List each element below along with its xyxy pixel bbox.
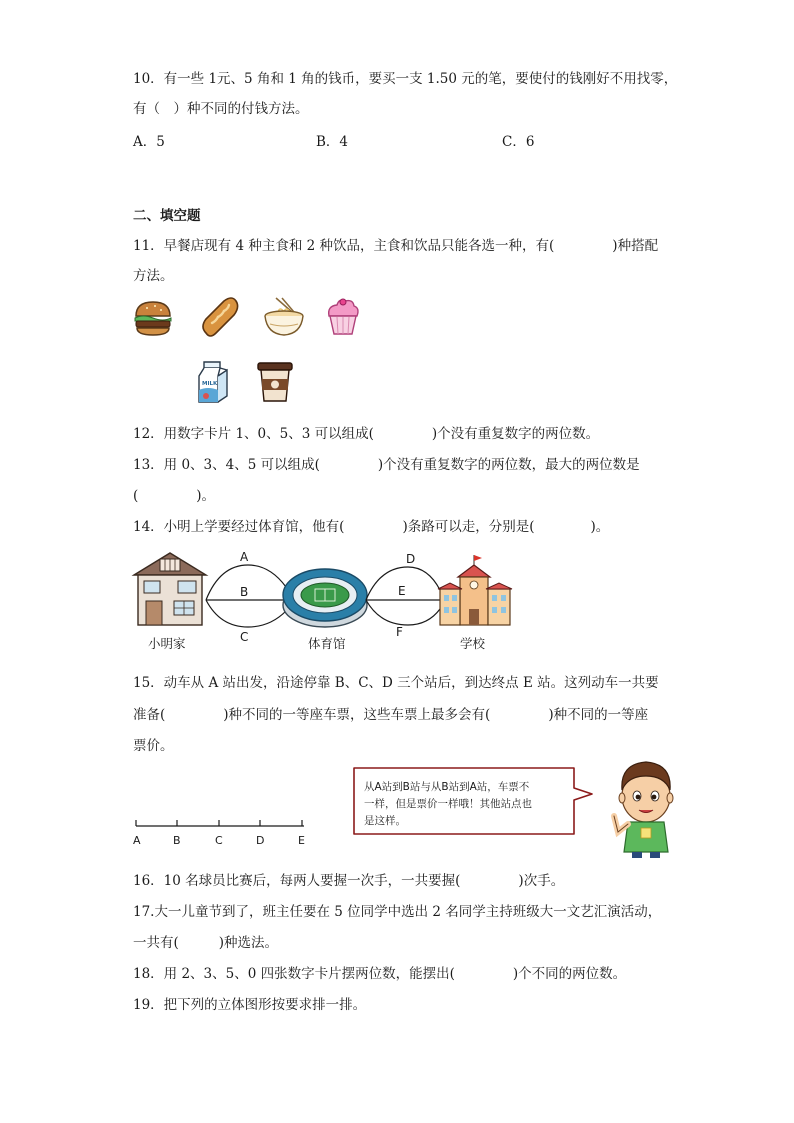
place-label-home: 小明家 — [148, 636, 186, 651]
q12-line — [133, 422, 599, 442]
q12-text-a: 12．用数字卡片 1、0、5、3 可以组成( — [133, 426, 374, 442]
speech-bubble — [350, 764, 600, 838]
q10-option-c: C．6 — [502, 134, 535, 150]
stadium-icon — [283, 569, 367, 627]
station-e: E — [298, 834, 305, 847]
noodle-bowl-icon — [262, 296, 306, 338]
bubble-line-3: 是这样。 — [364, 815, 406, 827]
q13-line2 — [133, 484, 215, 504]
q18-text-b: )个不同的两位数。 — [512, 966, 627, 982]
q11-text-a: 11．早餐店现有 4 种主食和 2 种饮品，主食和饮品只能各选一种，有( — [133, 238, 555, 254]
q16-line — [133, 869, 564, 889]
boy-character-icon — [608, 756, 678, 860]
q15-text-a: 准备( — [133, 707, 166, 723]
q11-line2: 方法。 — [133, 268, 174, 284]
route-label-f: F — [396, 625, 403, 639]
q19-line: 19．把下列的立体图形按要求排一排。 — [133, 997, 367, 1013]
hamburger-icon — [133, 298, 173, 338]
station-a: A — [133, 834, 141, 847]
q13-text-b: )个没有重复数字的两位数，最大的两位数是 — [377, 457, 640, 473]
q10-line1: 10．有一些 1元、5 角和 1 角的钱币，要买一支 1.50 元的笔，要使付的钱刚好不用找零， — [133, 71, 678, 87]
q15-text-b: )种不同的一等座车票，这些车票上最多会有( — [223, 707, 491, 723]
bread-icon — [198, 295, 240, 339]
cupcake-icon — [325, 296, 361, 338]
q13-text-d: )。 — [196, 488, 216, 504]
place-label-school: 学校 — [460, 636, 486, 651]
q13-text-a: 13．用 0、3、4、5 可以组成( — [133, 457, 320, 473]
coffee-cup-icon — [256, 361, 294, 403]
q14-text-c: )。 — [590, 519, 610, 535]
q16-text-a: 16．10 名球员比赛后，每两人要握一次手，一共要握( — [133, 873, 461, 889]
station-b: B — [173, 834, 181, 847]
bubble-line-2: 一样，但是票价一样哦！其他站点也 — [364, 798, 532, 810]
route-diagram — [130, 545, 520, 655]
q14-line — [133, 515, 609, 535]
house-icon — [134, 553, 206, 625]
q10-line2: 有（ ）种不同的付钱方法。 — [133, 101, 309, 117]
route-label-e: E — [398, 584, 406, 598]
route-label-b: B — [240, 585, 249, 599]
q18-line — [133, 962, 626, 982]
q17-line1: 17.大一儿童节到了，班主任要在 5 位同学中选出 2 名同学主持班级大一文艺汇演活动， — [133, 904, 662, 920]
q11-text-b: )种搭配 — [612, 238, 659, 254]
q14-text-a: 14．小明上学要经过体育馆，他有( — [133, 519, 345, 535]
route-label-c: C — [240, 630, 249, 644]
station-c: C — [215, 834, 223, 847]
milk-carton-icon — [196, 360, 230, 404]
q14-text-b: )条路可以走，分别是( — [402, 519, 535, 535]
place-label-stadium: 体育馆 — [308, 636, 346, 651]
school-icon — [438, 555, 512, 625]
station-d: D — [256, 834, 265, 847]
q13-line1 — [133, 453, 640, 473]
section-title: 二、填空题 — [133, 208, 201, 224]
station-line — [130, 812, 315, 848]
q10-option-b: B．4 — [316, 134, 349, 150]
q11-line1 — [133, 234, 658, 254]
bubble-line-1: 从A站到B站与从B站到A站，车票不 — [364, 781, 530, 793]
q16-text-b: )次手。 — [518, 873, 565, 889]
milk-label: MILK — [202, 381, 218, 387]
q12-text-b: )个没有重复数字的两位数。 — [431, 426, 600, 442]
q10-option-a: A．5 — [133, 134, 165, 150]
route-label-d: D — [406, 552, 416, 566]
route-label-a: A — [240, 550, 249, 564]
q17-line2 — [133, 931, 278, 951]
q15-line2 — [133, 703, 648, 723]
q15-line1: 15．动车从 A 站出发，沿途停靠 B、C、D 三个站后，到达终点 E 站。这列动车一共要 — [133, 675, 659, 691]
q15-line3: 票价。 — [133, 738, 174, 754]
q15-text-c: )种不同的一等座 — [548, 707, 649, 723]
q17-text-b: )种选法。 — [218, 935, 279, 951]
q18-text-a: 18．用 2、3、5、0 四张数字卡片摆两位数，能摆出( — [133, 966, 455, 982]
q17-text-a: 一共有( — [133, 935, 179, 951]
q13-text-c: ( — [133, 488, 139, 504]
